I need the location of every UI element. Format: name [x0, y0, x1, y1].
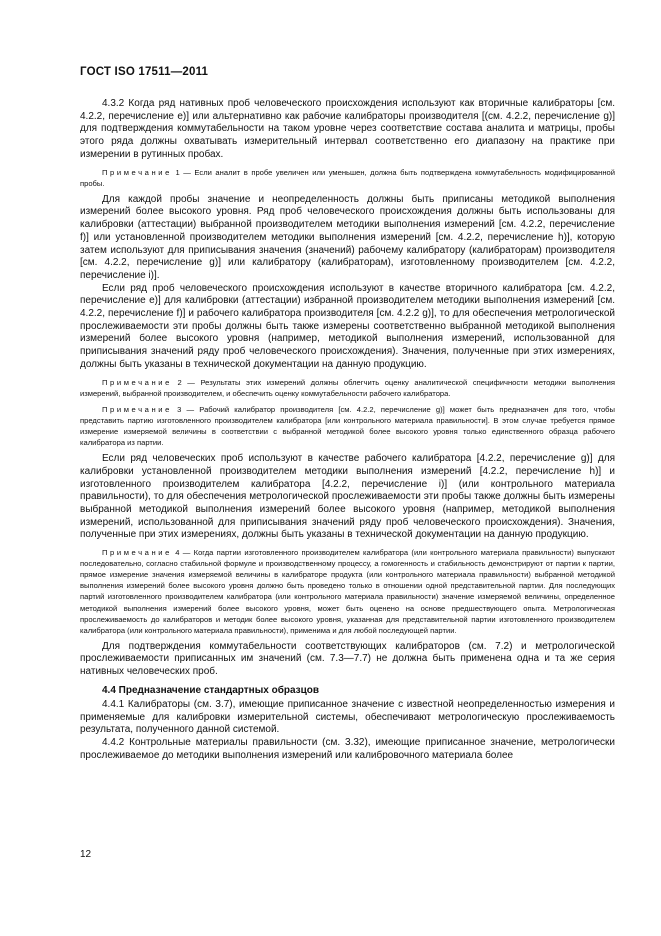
- note-1: [80, 167, 615, 189]
- note-4-label: Примечание: [102, 548, 172, 558]
- note-3: [80, 404, 615, 448]
- paragraph-working-calibrator: Если ряд человеческих проб используют в качестве рабочего калибратора [4.2.2, перечисление g)] для калибровки установленной производителем методики выполнения измерений [4.2.2, перечисление h)] и изготовленного производителем калибратора [4.2.2, перечисление i)] (или контрольного материала правильности), то для обеспечения метрологической прослеживаемости эти пробы также должны быть измерены выбранной методикой выполнения измерений более высокого уровня (например, методикой выполнения измерений, использованной для приписывания значений ряду проб человеческого происхождения). Значения, полученные при этих измерениях, должны быть указаны в технической документации на данную продукцию.: [80, 453, 615, 541]
- note-1-text: 1 — Если аналит в пробе увеличен или уменьшен, должна быть подтверждена коммутабельность модифицированной пробы.: [80, 167, 615, 188]
- paragraph-commutability: Для подтверждения коммутабельности соответствующих калибраторов (см. 7.2) и метрологической прослеживаемости приписанных им значений (см. 7.3—7.7) не должна быть применена одна и та же серия нативных человеческих проб.: [80, 640, 615, 678]
- note-1-label: Примечание: [102, 167, 172, 177]
- document-header: ГОСТ ISO 17511—2011: [80, 66, 209, 78]
- paragraph-4-4-1: 4.4.1 Калибраторы (см. 3.7), имеющие приписанное значение с известной неопределенностью измерения и применяемые для калибровки измерительной системы, обеспечивают метрологическую прослеживаемость результата, полученного данной системой.: [80, 698, 615, 736]
- note-2-label: Примечание: [102, 377, 172, 387]
- note-3-label: Примечание: [102, 404, 172, 414]
- page-number: 12: [80, 849, 92, 860]
- note-2: [80, 377, 615, 399]
- document-body: [80, 98, 615, 762]
- note-2-text: 2 — Результаты этих измерений должны облегчить оценку аналитической специфичности методики выполнения измерений, выбранной производителем, и обеспечить оценку коммутабельности рабочего калибратора.: [80, 377, 615, 398]
- paragraph-4-4-2: 4.4.2 Контрольные материалы правильности (см. 3.32), имеющие приписанное значение, метрологически прослеживаемое до методики выполнения измерений или калибровочного материала более: [80, 737, 615, 761]
- note-3-text: 3 — Рабочий калибратор производителя [см. 4.2.2, перечисление g)] может быть предназначен для того, чтобы представить партию изготовленного производителем калибратора [или контрольного материала правильности]. В этом случае требуется прямое измерение измеряемой величины в соответствии с выбранной методикой более высокого уровня только единственного образца рабочего калибратора из партии.: [80, 404, 615, 448]
- note-4: [80, 547, 615, 636]
- paragraph-4-3-2: 4.3.2 Когда ряд нативных проб человеческого происхождения используют как вторичные калибраторы [см. 4.2.2, перечисление е)] или альтернативно как рабочие калибраторы производителя [(см. 4.2.2, перечисление g)] для подтверждения коммутабельности на таком уровне через соответствие состава аналита и матрицы, пробы этого ряда должны охватывать измерительный интервал соответственно его диапазону на практике при измерении в рутинных пробах.: [80, 98, 615, 160]
- paragraph-each-sample: Для каждой пробы значение и неопределенность должны быть приписаны методикой выполнения измерений более высокого уровня. Ряд проб человеческого происхождения должны быть использованы для калибровки (аттестации) выбранной производителем методики выполнения измерений [см. 4.2.2, перечисление f)] или установленной производителем методики выполнения измерений [см. 4.2.2, перечисление h)], которую затем используют для приписывания значения (значений) рабочему калибратору (калибраторам) производителя [см. 4.2.2, перечисление g)] или калибратору (калибраторам), изготовленному производителем [см. 4.2.2, перечисление i)].: [80, 193, 615, 281]
- note-4-text: 4 — Когда партии изготовленного производителем калибратора (или контрольного материала правильности) выпускают последовательно, согласно стабильной формуле и производственному процессу, а гомогенность и стабильность демонстрируют от партии к партии, прямое измерение значения измеряемой величины в калибраторе продукта (или контрольного материала правильности) выбранной методикой выполнения измерений более высокого уровня должно быть проведено только в отношении одной представительной партии. Для последующих партий изготовленного производителем калибратора (или контрольного материала правильности) значение измеряемой величины, определенное методикой выполнения измерений более высокого уровня, может быть оценено на основе предшествующего опыта. Метрологическая прослеживаемость до калибраторов и методик более высокого уровня, указанная для представительной партии изготовленного производителем калибратора (или контрольного материала правильности), применима и для любой последующей партии.: [80, 548, 615, 635]
- paragraph-secondary-calibrator: Если ряд проб человеческого происхождения используют в качестве вторичного калибратора [см. 4.2.2, перечисление е)] для калибровки (аттестации) избранной производителем методики выполнения измерений [см. 4.2.2, перечисление f)] и рабочего калибратора производителя [см. 4.2.2 g)], то для обеспечения метрологической прослеживаемости эти пробы должны быть также измерены соответственно выбранной методикой выполнения измерений более высокого уровня (например, методикой выполнения измерений, использованной для приписывания значений ряду проб человеческого происхождения). Значения, полученные при этих измерениях, должны быть указаны в технической документации на данную продукцию.: [80, 282, 615, 370]
- section-heading-4-4: 4.4 Предназначение стандартных образцов: [102, 684, 320, 696]
